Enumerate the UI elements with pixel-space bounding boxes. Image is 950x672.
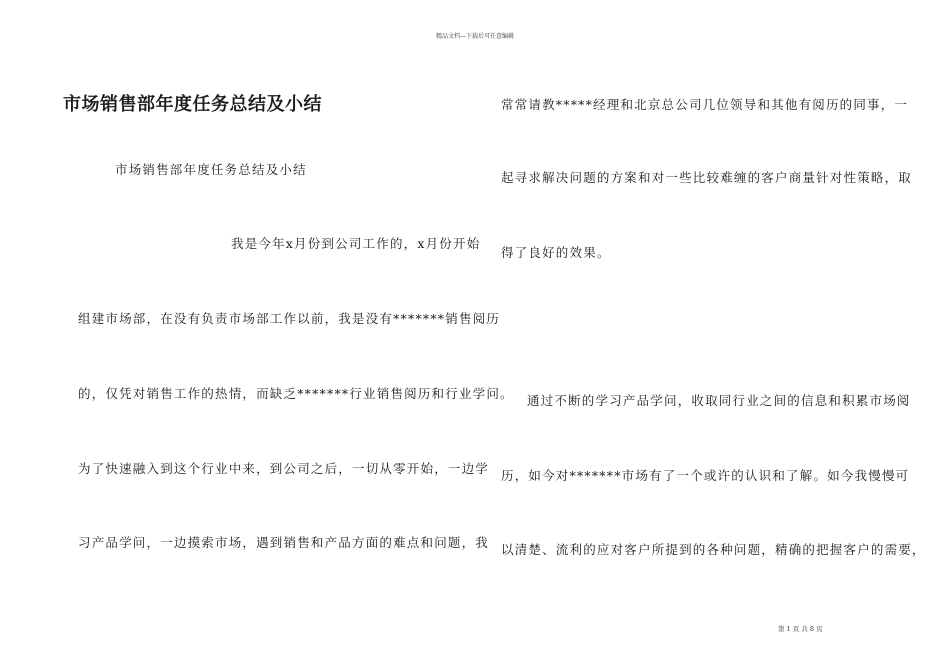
paragraph-line: 历，如今对*******市场有了一个或许的认识和了解。如今我慢慢可 (501, 468, 910, 483)
paragraph-line: 以清楚、流利的应对客户所提到的各种问题，精确的把握客户的需要， (501, 542, 926, 557)
subtitle-line: 市场销售部年度任务总结及小结 (115, 162, 307, 177)
paragraph-line: 通过不断的学习产品学问，收取同行业之间的信息和积累市场阅 (527, 393, 911, 408)
paragraph-line: 起寻求解决问题的方案和对一些比较难缠的客户商量针对性策略，取 (501, 170, 913, 185)
paragraph-line: 得了良好的效果。 (501, 245, 611, 260)
paragraph-line: 组建市场部，在没有负责市场部工作以前，我是没有*******销售阅历 (78, 311, 501, 326)
page-number: 第 1 页 共 8 页 (778, 625, 823, 633)
paragraph-line: 我是今年x月份到公司工作的，x月份开始 (231, 236, 481, 251)
header-note: 精品文档---下载后可任意编辑 (435, 33, 515, 40)
document-title: 市场销售部年度任务总结及小结 (63, 94, 322, 115)
paragraph-line: 为了快速融入到这个行业中来，到公司之后，一切从零开始，一边学 (78, 461, 490, 476)
paragraph-line: 常常请教*****经理和北京总公司几位领导和其他有阅历的同事，一 (501, 97, 909, 112)
paragraph-line: 的，仅凭对销售工作的热情，而缺乏*******行业销售阅历和行业学问。 (78, 386, 514, 401)
paragraph-line: 习产品学问，一边摸索市场，遇到销售和产品方面的难点和问题，我 (78, 535, 490, 550)
